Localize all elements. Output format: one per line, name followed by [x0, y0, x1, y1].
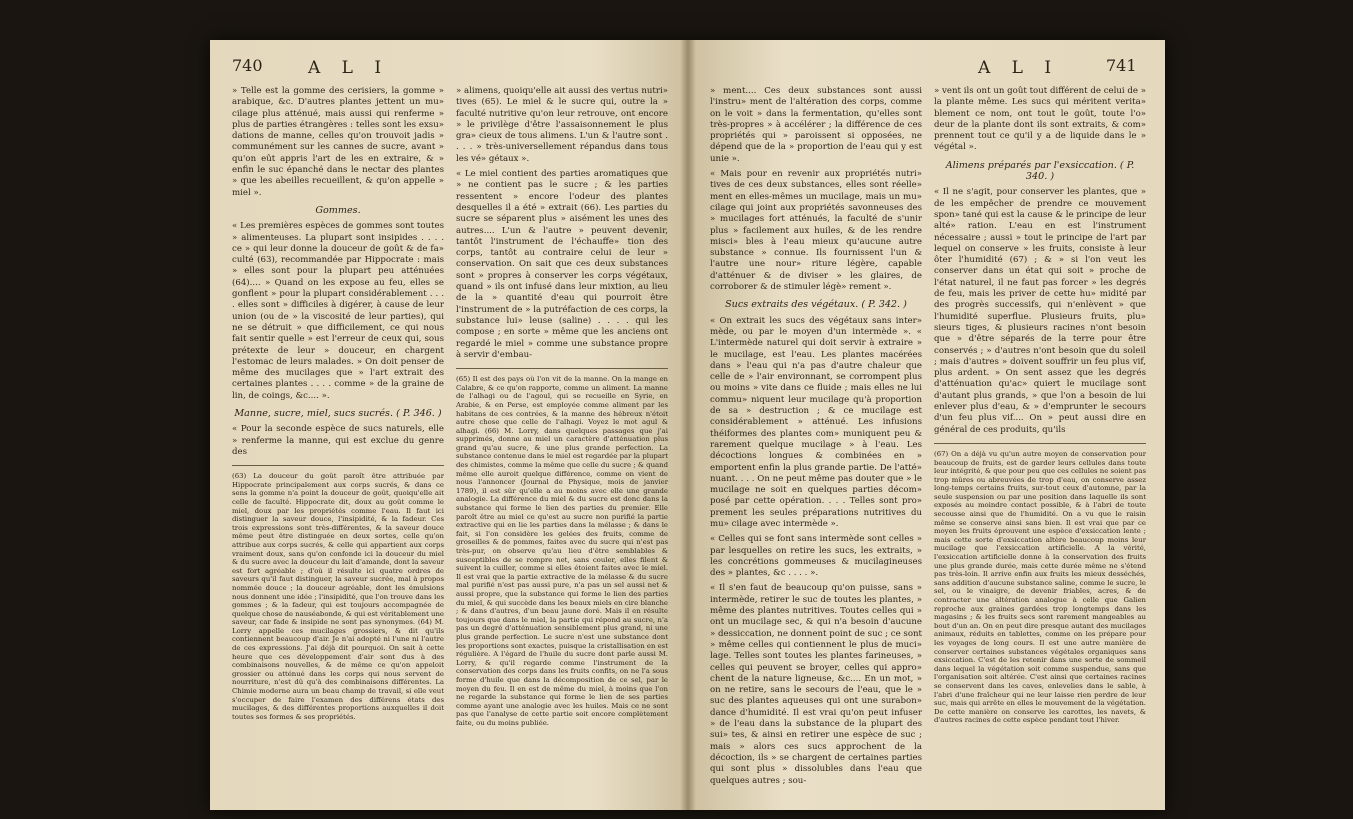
section-title: Gommes. — [315, 204, 361, 216]
section-title: Alimens préparés par l'exsiccation. ( P. 340. ) — [945, 159, 1135, 183]
footnote-divider — [934, 443, 1146, 444]
paragraph: » alimens, quoiqu'elle ait aussi des vertus nutri» tives (65). Le miel & le sucre qui, outre la » faculté nutritive qu'on leur retrouve, ont encore » le privilège d'être l'assaisonnement le plus gra» cieux de tous alimens. L'un & l'autre sont . . . . » très-universellement répandus dans tous les vé» gétaux ». — [456, 86, 668, 164]
running-header: A L I — [978, 58, 1060, 78]
right-column-2 — [934, 86, 1146, 729]
page-number: 740 — [232, 56, 263, 75]
footnotes: (63) La douceur du goût paroît être attribuée par Hippocrate principalement aux corps sucrés, & dans ce sens la gomme n'a point la douceur de goût, quoiqu'elle ait celle de faculté. Hippocrate dit, doux au goût comme le miel, doux par les propriétés comme l'eau. Il faut ici distinguer la saveur douce, l'insipidité, & la fadeur. Ces trois expressions sont très-différentes, & la saveur douce même peut être distinguée en deux sortes, celle qu'on attribue aux corps sucrés, & celle qui appartient aux corps vraiment doux, sans qu'on confonde ici la douceur du miel & du sucre avec la douceur du lait d'amande, dont la saveur est fort agréable ; d'où il résulte ici quatre ordres de saveurs qu'il faut distinguer, la saveur sucrée, mal à propos nommée douce ; la douceur agréable, dont les émulsions nous donnent une idée ; l'insipidité, que l'on trouve dans les gommes ; & la fadeur, qui est toujours accompagnée de quelque chose de nauséabonde, & qui est véritablement une saveur, car fade & insipide ne sont pas synonymes. (64) M. Lorry appelle ces mucilages grossiers, & dit qu'ils contiennent beaucoup d'air. Je n'ai adopté ni l'une ni l'autre de ces expressions. J'ai déjà dit pourquoi. On sait à cette heure que ces développement d'air sont dus à des combinaisons nouvelles, & de même ce qu'on appeloit grossier ou atténué dans les corps qui nous servent de nourriture, n'est dû qu'à des combinaisons différentes. La Chimie moderne aura un beau champ de travail, si elle veut s'occuper de faire l'examen des différens états des mucilages, & des différentes proportions auxquelles il doit toutes ses formes & ses propriétés. — [232, 472, 444, 721]
footnote-divider — [456, 368, 668, 369]
section-title: Manne, sucre, miel, sucs sucrés. ( P. 346. ) — [234, 408, 442, 420]
book-spread — [210, 40, 1165, 810]
paragraph: « Il ne s'agit, pour conserver les plantes, que » de les empêcher de prendre ce mouvement spon» tané qui est la cause & le principe de leur alté» ration. L'eau en est l'instrument nécessaire ; aussi » tout le principe de l'art par lequel on conserve » les fruits, consiste à leur ôter l'humidité (67) ; & » si l'on veut les conserver dans un état qui soit » proche de l'état naturel, il ne faut pas forcer » les degrés de feu, mais les priver de cette hu» midité par des progrès successifs, qui n'enlèvent » que l'humidité superflue. Plusieurs fruits, plu» sieurs tiges, & plusieurs racines n'ont besoin que » d'être séparés de la terre pour être conservés ; » d'autres n'ont besoin que du soleil ; mais d'autres » doivent souffrir un feu plus vif, plus ardent. » On sent assez que les degrés d'atténuation qu'ac» quiert le mucilage sont d'autant plus grands, » que l'on a besoin de lui enlever plus d'eau, & » d'emprunter le secours d'un feu plus vif.... On » peut aussi dire en général de ces produits, qu'ils — [934, 187, 1146, 435]
paragraph: » vent ils ont un goût tout différent de celui de » la plante même. Les sucs qui méritent verita» blement ce nom, ont tout le goût, toute l'o» deur de la plante dont ils sont extraits, & com» prennent tout ce qu'il y a de liquide dans le » végétal ». — [934, 86, 1146, 153]
book-gutter — [680, 40, 696, 810]
paragraph: » Telle est la gomme des cerisiers, la gomme » arabique, &c. D'autres plantes jettent un mu» cilage plus atténué, mais aussi qui renferme » plus de parties étrangères : telles sont les exsu» dations de manne, celles qu'on trouvoit jadis » communément sur les cannes de sucre, avant » qu'on eût appris l'art de les en extraire, & » enfin le suc épanché dans le nectar des plantes » que les abeilles recueillent, & qu'on appelle » miel ». — [232, 86, 444, 198]
footnotes: (67) On a déjà vu qu'un autre moyen de conservation pour beaucoup de fruits, est de garder leurs cellules dans toute leur intégrité, & que pour peu que ces cellules ne soient pas trop mûres ou abreuvées de trop d'eau, on conserve assez long-temps certains fruits, sur-tout ceux d'automne, par la seule suspension ou par une position dans laquelle ils sont exposés au moindre contact possible, & à l'abri de toute secousse ainsi que de l'humidité. On a vu que le raisin même se conserve ainsi sans bien. Il est vrai que par ce moyen les fruits éprouvent une espèce d'exsiccation lente ; mais cette sorte d'exsiccation altère beaucoup moins leur mucilage que l'exsiccation artificielle. A la vérité, l'exsiccation artificielle donne à la conservation des fruits une plus grande durée, mais cette durée même ne s'étend pas très-loin. Il arrive enfin aux fruits les mieux desséchés, sans addition d'aucune substance saline, comme le sucre, le sel, ou le vinaigre, de devenir friables, acres, & de contracter une altération analogue à celle que Galien reproche aux graines gardées trop longtemps dans les magasins ; & les fruits secs sont rarement mangeables au bout d'un an. On en peut dire presque autant des mucilages animaux, réduits en tablettes, comme on les prépare pour les voyages de long cours. Il est une autre manière de conserver certaines substances végétales organiques sans exsiccation. C'est de les retenir dans une sorte de sommeil dans lequel la végétation soit comme suspendue, sans que l'organisation soit altérée. C'est ainsi que certaines racines se conservent dans les caves, enlevelies dans le sable, à l'abri d'une fraîcheur qui ne leur laisse rien perdre de leur suc, mais qui arrête en elles le mouvement de la végétation. De cette manière on conserve les carottes, les navets, & d'autres racines de cette espèce pendant tout l'hiver. — [934, 449, 1146, 725]
page-number: 741 — [1106, 56, 1137, 75]
left-column-2 — [456, 86, 668, 731]
paragraph: « Il s'en faut de beaucoup qu'on puisse, sans » intermède, retirer le suc de toutes les plantes, » même des plantes nutritives. Toutes celles qui » ont un mucilage sec, & qui n'a besoin d'aucune » dessiccation, ne donnent point de suc ; ce sont » même celles qui contiennent le plus de muci» lage. Telles sont toutes les plantes farineuses, » celles qui peuvent se broyer, celles qui appro» chent de la nature ligneuse, &c.... En un mot, » on ne retire, sans le secours de l'eau, que le » suc des plantes aqueuses qui ont une surabon» dance d'humidité. Il est vrai qu'on peut infuser » de l'eau dans la substance de la plupart des sui» tes, & ainsi en retirer une espèce de suc ; mais » alors ces sucs approchent de la décoction, ils » se chargent de certaines parties qui sont plus » dissolubles dans l'eau que quelques autres ; sou- — [710, 583, 922, 786]
paragraph: « On extrait les sucs des végétaux sans inter» mède, ou par le moyen d'un intermède ». « L'intermède naturel qui doit servir à extraire » le mucilage, est l'eau. Les plantes macérées dans » l'eau qui n'a pas d'autre chaleur que celle de » l'air environnant, se corrompent plus ou moins » vite dans ce fluide ; mais elles ne lui commu» niquent leur mucilage qu'à proportion de sa » destruction ; & ce mucilage est considérablement » atténué. Les infusions théiformes des plantes com» muniquent peu & rarement quelque mucilage » à l'eau. Les décoctions longues & combinées en » emportent enfin la plus grande partie. De l'atté» nuant. . . . On ne peut même pas douter que » le mucilage ne soit en quelques parties décom» posé par cette opération. . . . Telles sont pro» prement les seules préparations nutritives du mu» cilage avec intermède ». — [710, 315, 922, 529]
paragraph: » ment.... Ces deux substances sont aussi l'instru» ment de l'altération des corps, comme on le voit » dans la fermentation, qu'elles sont très-propres » à accélérer ; la différence de ces propriétés qui » paroissent si opposées, ne dépend que de la » proportion de l'eau qui y est unie ». — [710, 86, 922, 164]
left-page — [210, 40, 688, 810]
footnote-divider — [232, 465, 444, 466]
paragraph: « Pour la seconde espèce de sucs naturels, elle » renferme la manne, qui est exclue du genre des — [232, 424, 444, 457]
section-title: Sucs extraits des végétaux. ( P. 342. ) — [725, 299, 907, 311]
running-header: A L I — [308, 58, 390, 78]
right-column-1 — [710, 86, 922, 791]
paragraph: « Mais pour en revenir aux propriétés nutri» tives de ces deux substances, elles sont réelle» ment en elles-mêmes un mucilage, mais un mu» cilage qui joint aux propriétés savonneuses des » mucilages fort atténués, la faculté de s'unir plus » facilement aux huiles, & de les rendre misci» bles à l'eau mieux qu'aucune autre substance » connue. Ils fournissent l'un & l'autre une nour» riture légère, capable d'atténuer & de diviser » les glaires, de corroborer & de stimuler légè» rement ». — [710, 169, 922, 293]
paragraph: « Les premières espèces de gommes sont toutes » alimenteuses. La plupart sont insipides . . . . ce » qui leur donne la douceur de goût & de fa» culté (63), recommandée par Hippocrate : mais » elles sont pour la plupart peu atténuées (64).... » Quand on les expose au feu, elles se gonflent » pour la plupart considérablement . . . . elles sont » difficiles à digérer, à cause de leur union (ou de » la viscosité de leur parties), qui ne se détruit » que difficilement, ce qui nous fait sentir quelle » est l'erreur de ceux qui, sous prétexte de leur » douceur, en chargent l'estomac de leurs malades. » On doit penser de même des mucilages que » l'art extrait des certaines plantes . . . . comme » de la graine de lin, de coings, &c.... ». — [232, 221, 444, 401]
footnotes: (65) Il est des pays où l'on vit de la manne. On la mange en Calabre, & ce qu'on rapporte, comme un aliment. La manne de l'alhagi ou de l'agoul, qui se recueille en Syrie, en Arabie, & en Perse, est employée comme aliment par les habitans de ces contrées, & la manne des hébreux n'étoit autre chose que celle de l'alhagi. Voyez le mot agul & alhagi. (66) M. Lorry, dans quelques passages que j'ai supprimés, donne au miel un caractère d'atténuation plus grand qu'au sucre, & une plus grande perfection. La substance contenue dans le miel est regardée par la plupart des chimistes, comme la même que celle du sucre ; & quand même elle auroit quelque différence, comme on vient de nous l'annoncer (Journal de Physique, mois de janvier 1789), il est sûr qu'elle a au moins avec elle une grande analogie. La différence du miel & du sucre est donc dans la substance qui forme le lien des parties du premier. Elle paroît être au miel ce qu'est au sucre non purifié la partie extractive qui en lie les parties dans la mélasse ; & dans le fait, si l'on considère les gelées des fruits, comme de groseilles & de pommes, faites avec du sucre qui n'est pas très-pur, on observe qu'au lieu d'être semblables & susceptibles de se rompre net, sans couler, elles filent & suivent la cuiller, comme si elles étoient faites avec le miel. Il est vrai que la partie extractive de la mélasse & du sucre mal purifié n'est pas aussi pure, n'a pas un sel aussi net & aussi propre, que la substance qui forme le lien des parties du miel, & qui succède dans les beaux miels en cire blanche ; & dans d'autres, d'un beau jaune doré. Mais il en résulte toujours que dans le miel, la partie qui répond au sucre, n'a pas un degré d'atténuation sensiblement plus grand, ni une plus grande perfection. Le sucre n'est une substance dont les proportions sont exactes, puisque la cristallisation en est régulière. A l'égard de l'huile du sucre dont parle aussi M. Lorry, & qu'il regarde comme l'instrument de la conservation des corps dans les fruits confits, on ne l'a sous forme d'huile que dans la décomposition de ce sel, par le moyen du feu. Il en est de même du miel, à moins que l'on ne regarde la substance qui forme le lien de ses parties comme ayant une analogie avec les huiles. Mais ce ne sont pas que l'analyse de cette partie soit encore complètement faite, ou du moins publiée. — [456, 375, 668, 727]
paragraph: « Celles qui se font sans intermède sont celles » par lesquelles on retire les sucs, les extraits, » les concrétions gommeuses & mucilagineuses des » plantes, &c . . . . ». — [710, 534, 922, 579]
right-page — [688, 40, 1165, 810]
paragraph: « Le miel contient des parties aromatiques que » ne contient pas le sucre ; & les parties ressentent » encore l'odeur des plantes desquelles il a été » extrait (66). Les parties du sucre se séparent plus » aisément les unes des autres.... L'un & l'autre » peuvent devenir, tantôt l'instrument de l'échauffe» tion des corps, tantôt au contraire celui de leur » conservation. On sait que ces deux substances sont » propres à conserver les corps végétaux, quand » ils ont infusé dans leur mixtion, au lieu de la » quantité d'eau qui pourroit être l'instrument de » la putréfaction de ces corps, la substance lui» leuse (saline) . . . . qui les compose ; en sorte » même que les anciens ont regardé le miel » comme une substance propre à servir d'embau- — [456, 169, 668, 360]
left-column-1 — [232, 86, 444, 725]
